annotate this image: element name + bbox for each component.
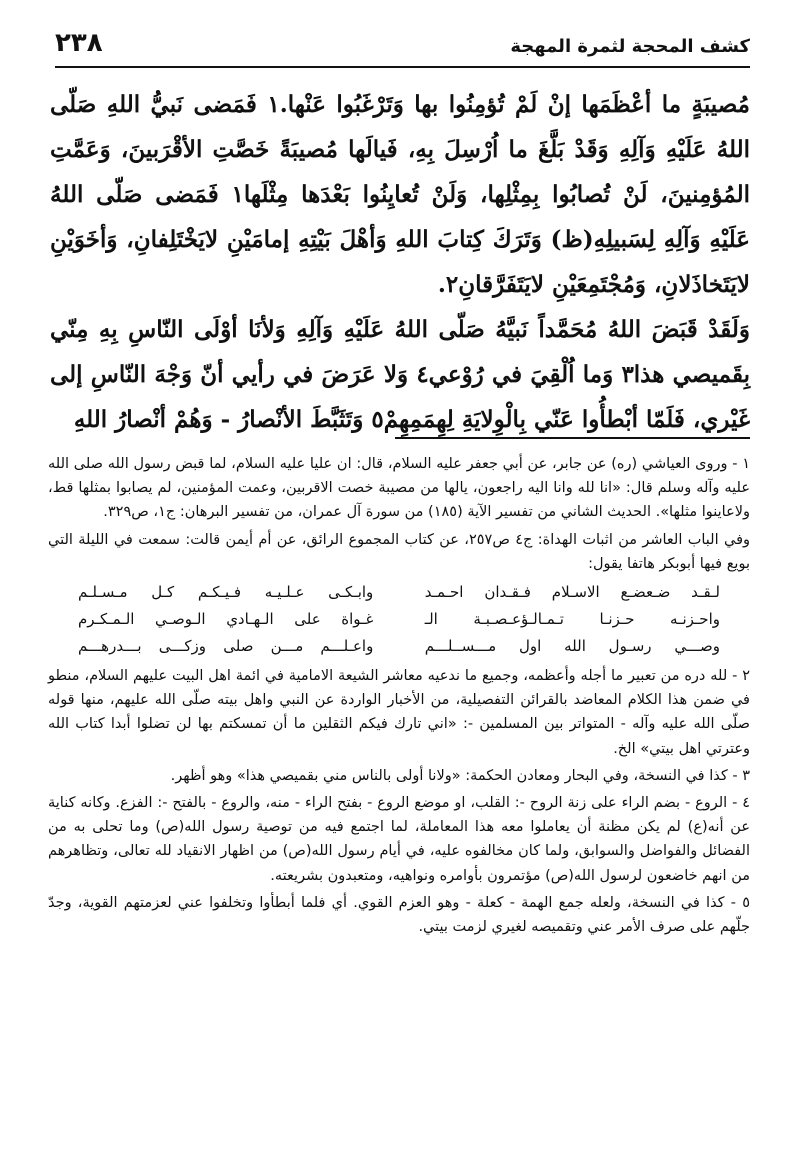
poem-verse (78, 633, 720, 660)
footnote-2: ٢ - لله دره من تعبير ما أجله وأعظمه، وجميع ما ندعيه معاشر الشيعة الامامية في ائمة اهل البيت عليهم السلام، منطو في ضمن هذا الكلام المعاضد بالقرائن التفصيلية، من الأخبار الواردة عن النبي واهل بيته صلّى الله عليهم، منها قوله صلّى الله عليه وآله - المتواتر بين المسلمين -: «اني تارك فيكم الثقلين ما أن تمسكتم بها لن تضلوا أبدا كتاب الله وعترتي اهل بيتي» الخ. (48, 668, 750, 757)
poem-hemistich-left: وابـكـى عـلـيـه فـيـكـم كـل مـسـلـم (78, 583, 374, 602)
footnote-4: ٤ - الروع - بضم الراء على زنة الروح -: القلب، او موضع الروع - بفتح الراء - منه، والروع - بالفتح -: الفزع. وكانه كناية عن أنه(ع) لم يكن مظنة أن يعاملوا معه هذا المعاملة، لما اجتمع فيه من توصية رسول الله(ص) وما تحلى به من الفضائل والفواضل والسوابق، ولما كان مخالفوه عليه، في أيام رسول الله(ص) من اظهار الانقياد لله تعالى، وتظاهرهم من انهم خاضعون لرسول الله(ص) مؤتمرون بأوامره ونواهيه، ومتعبدون بشريعته. (48, 795, 750, 884)
footnote-5: ٥ - كذا في النسخة، ولعله جمع الهمة - كعلة - وهو العزم القوي. أي فلما أبطأوا وتخلفوا عني لعزمتهم القوية، وجدّ جلّهم على صرف الأمر عني وتقميصه لغيري لزمت بيتي. (48, 894, 750, 936)
main-text (50, 82, 750, 442)
footnote-1: ١ - وروى العياشي (ره) عن جابر، عن أبي جعفر عليه السلام، قال: ان عليا عليه السلام، لما قبض رسول الله صلى الله عليه وآله وسلم قال: «انا لله وانا اليه راجعون، يالها من مصيبة خصت الاقربين، وعمت المؤمنين، لم يصابوا بمثلها قط، ولاعاينوا مثلها». الحديث الشاني من تفسير الآية (١٨٥) من سورة آل عمران، من تفسير البرهان: ج١، ص٣٢٩. (48, 456, 750, 521)
footnote-3: ٣ - كذا في النسخة، وفي البحار ومعادن الحكمة: «ولانا أولى بالناس مني بقميصي هذا» وهو أظهر. (170, 767, 750, 784)
poem-hemistich-right: وصـــي رسـول الله اول مـــســلـــم (424, 637, 720, 656)
main-paragraph: وَلَقَدْ قَبَضَ اللهُ مُحَمَّداً نَبيَّهُ صَلّى اللهُ عَلَيْهِ وَآلِهِ وَلأنَا أوْلَى النّاسِ بِهِ مِنّي بِقَميصي هذا٣ وَما اُلْقِيَ في رُوْعي٤ وَلا عَرَضَ في رأيي أنّ وَجْهَ النّاسِ إلى غَيْري، فَلَمّا أبْطأُوا عَنّي بِالْوِلايَةِ لِهِمَمِهِمْ٥ وَتَثَبَّطَ الأنْصارُ - وَهُمْ أنْصارُ اللهِ (50, 316, 750, 433)
poem-verse (78, 606, 720, 633)
page-number: ٢٣٨ (55, 28, 103, 58)
poem-hemistich-right: واحـزنـه حـزنـا تـمـالـؤعـصـبـة الـ (424, 610, 720, 629)
main-paragraph: مُصيبَةٍ ما أعْظَمَها إنْ لَمْ تُؤمِنُوا بها وَتَرْغَبُوا عَنْها.١ فَمَضى نَبيُّ اللهِ صَلّى اللهُ عَلَيْهِ وَآلِهِ وَقَدْ بَلَّغَ ما اُرْسِلَ بِهِ، فَيالَها مُصيبَةً خَصَّتِ الأقْرَبينَ، وَعَمَّتِ المُؤمِنينَ، لَنْ تُصابُوا بِمِثْلِها، وَلَنْ تُعايِنُوا بَعْدَها مِثْلَها١ فَمَضى صَلّى اللهُ عَلَيْهِ وَآلِهِ لِسَبيلِهِ(ظ) وَتَرَكَ كِتابَ اللهِ وَأهْلَ بَيْتِهِ إمامَيْنِ لايَخْتَلِفانِ، وَأخَوَيْنِ لايَتَخاذَلانِ، وَمُجْتَمِعَيْنِ لايَتَفَرَّقانِ٢. (50, 91, 750, 298)
footnote-separator (395, 437, 750, 439)
page-header (55, 28, 750, 68)
footnotes (48, 452, 750, 942)
poem-hemistich-left: غـواة على الـهـادي الـوصـي الـمـكـرم (78, 610, 374, 629)
poem-verse (78, 579, 720, 606)
poem-hemistich-left: واعـلـــم مـــن صلى وزكـــى بـــدرهـــم (78, 637, 374, 656)
poem-hemistich-right: لـقـد ضـعضـع الاسـلام فـقـدان احـمـد (424, 583, 720, 602)
footnote-1-continued: وفي الباب العاشر من اثبات الهداة: ج٤ ص٢٥٧، عن كتاب المجموع الرائق، عن أم أيمن قالت: سمعت في الليلة التي بويع فيها أبوبكر هاتفا يقول: (48, 531, 750, 572)
running-title: كشف المحجة لثمرة المهجة (510, 36, 750, 57)
poem (78, 579, 720, 660)
